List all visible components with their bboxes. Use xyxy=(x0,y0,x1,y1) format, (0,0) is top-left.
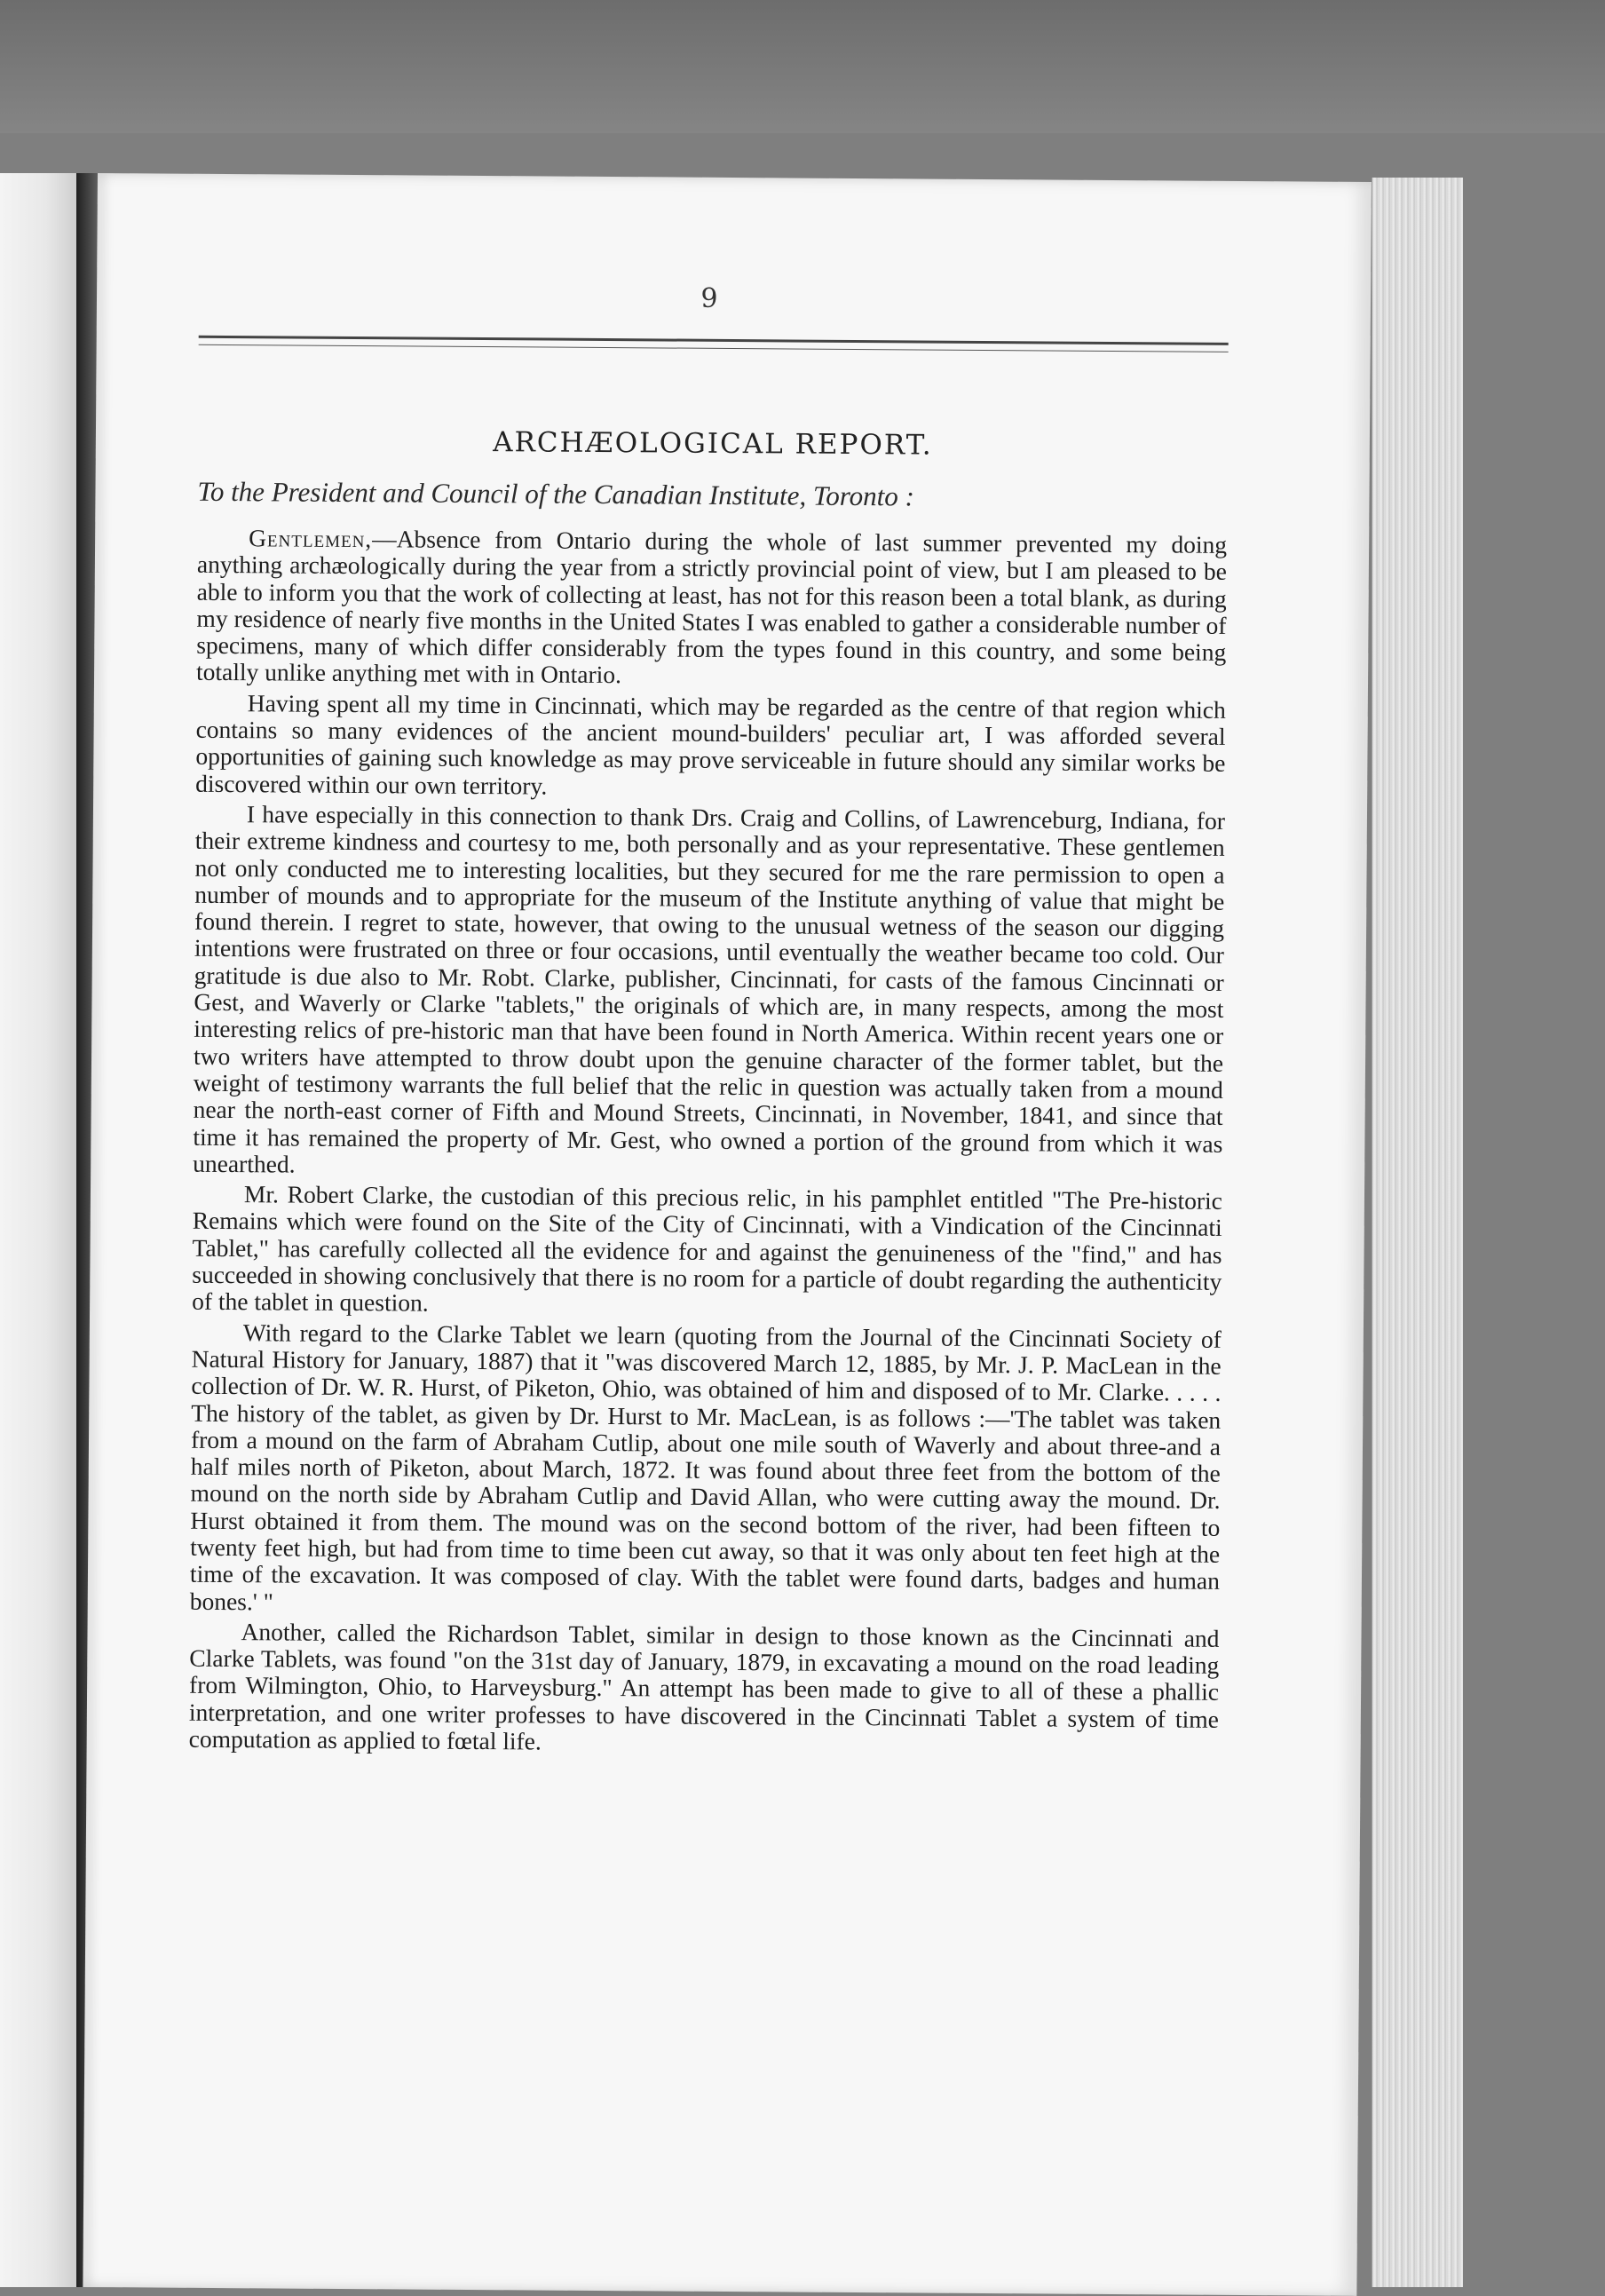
salutation: Gentlemen, xyxy=(249,524,373,553)
paragraph-1-text: —Absence from Ontario during the whole of last summer prevented my doing anything archæologically during the year from a strictly provincial point of view, but I am pleased to be able to inform you that the work of collecting at least, has not for this reason been a total blank, as during my residence of nearly five months in the United States I was enabled to gather a considerable number of specimens, many of which differ considerably from the types found in this country, and some being totally unlike anything met with in Ontario. xyxy=(195,525,1228,689)
page-stack-edge xyxy=(1372,178,1463,2287)
scan-background-top xyxy=(0,0,1605,133)
facing-page-edge xyxy=(0,173,79,2287)
paragraph-3: I have especially in this connection to thank Drs. Craig and Collins, of Lawrenceburg, Indiana, for their extreme kindness and courtesy to me, both personally and as your representative. These gentlemen not only conducted me to interesting localities, but they secured for me the rare permission to open a number of mounds and to appropriate for the museum of the Institute anything of value that might be found therein. I regret to state, however, that owing to the unusual wetness of the season our digging intentions were frustrated on three or four occasions, until eventually the weather became too cold. Our gratitude is due also to Mr. Robt. Clarke, publisher, Cincinnati, for casts of the famous Cincinnati or Gest, and Waverly or Clarke "tablets," the originals of which are, in many respects, among the most interesting relics of pre-historic man that have been found in North America. Within recent years one or two writers have attempted to throw doubt upon the genuine character of the former tablet, but the weight of testimony warrants the full belief that the relic in question was actually taken from a mound near the north-east corner of Fifth and Mound Streets, Cincinnati, in November, 1841, and since that time it has remained the property of Mr. Gest, who owned a portion of the ground from which it was unearthed. xyxy=(193,800,1226,1178)
header-rule xyxy=(199,336,1229,345)
page-number: 9 xyxy=(700,282,718,314)
paragraph-4: Mr. Robert Clarke, the custodian of this precious relic, in his pamphlet entitled "The Pre-historic Remains which were found on the Site of the City of Cincinnati, with a Vindication of the Cincinnati Tablet," has carefully collected all the evidence for and against the genuineness of the "find," and has succeeded in showing conclusively that there is no room for a particle of doubt regarding the authenticity of the tablet in question. xyxy=(192,1180,1223,1317)
report-body xyxy=(189,525,1228,1760)
paragraph-2: Having spent all my time in Cincinnati, which may be regarded as the centre of that region which contains so many evidences of the ancient mound-builders' peculiar art, I was afforded several opportunities of gaining such knowledge as may prove serviceable in future should any similar works be discovered within our own territory. xyxy=(195,688,1226,800)
paragraph-5: With regard to the Clarke Tablet we learn (quoting from the Journal of the Cincinnati Society of Natural History for January, 1887) that it "was discovered March 12, 1885, by Mr. J. P. MacLean in the collection of Dr. W. R. Hurst, of Piketon, Ohio, was obtained of him and disposed of to Mr. Clarke. . . . . The history of the tablet, as given by Dr. Hurst to Mr. MacLean, is as follows :—'The tablet was taken from a mound on the farm of Abraham Cutlip, about one mile south of Waverly and about three-and a half miles north of Piketon, about March, 1872. It was found about three feet from the bottom of the mound on the north side by Abraham Cutlip and David Allan, who were cutting away the mound. Dr. Hurst obtained it from them. The mound was on the second bottom of the river, had been fifteen to twenty feet high, but had from time to time been cut away, so that it was only about ten feet high at the time of the excavation. It was composed of clay. With the tablet were found darts, badges and human bones.' " xyxy=(189,1318,1222,1615)
section-title: ARCHÆOLOGICAL REPORT. xyxy=(493,426,933,462)
paragraph-1 xyxy=(196,525,1227,693)
book-page xyxy=(83,173,1372,2296)
paragraph-6: Another, called the Richardson Tablet, similar in design to those known as the Cincinnati and Clarke Tablets, was found "on the 31st day of January, 1879, in excavating a mound on the road leading from Wilmington, Ohio, to Harveysburg." An attempt has been made to give to all of these a phallic interpretation, and one writer professes to have discovered in the Cincinnati Tablet a system of time computation as applied to fœtal life. xyxy=(188,1618,1220,1755)
header-rule-thin xyxy=(199,344,1229,352)
addressee-line: To the President and Council of the Canadian Institute, Toronto : xyxy=(197,475,915,512)
